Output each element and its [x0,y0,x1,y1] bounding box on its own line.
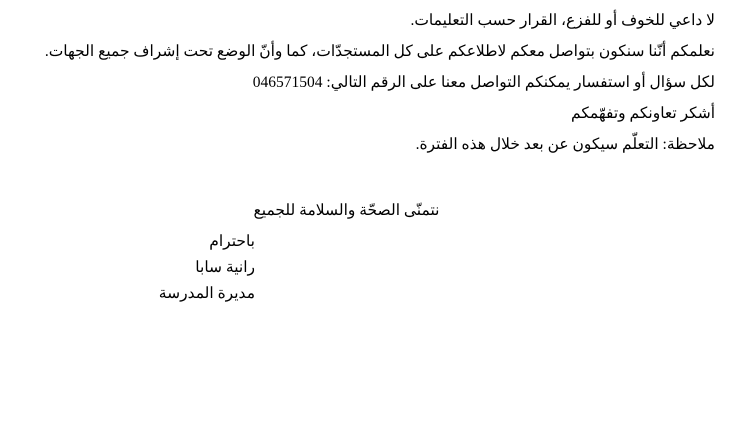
signature-title: مديرة المدرسة [158,284,255,302]
vertical-spacer [18,164,715,198]
signature-block [18,229,715,307]
document-body [18,8,715,307]
paragraph-5-note: ملاحظة: التعلّم سيكون عن بعد خلال هذه الفترة. [415,136,715,154]
paragraph-1: لا داعي للخوف أو للفزع، القرار حسب التعليمات. [410,12,715,29]
paragraph-3-contact: لكل سؤال أو استفسار يمكنكم التواصل معنا على الرقم التالي: 046571504 [252,74,715,92]
paragraph-4-thanks: أشكر تعاونكم وتفهّمكم [571,105,715,123]
closing-wish: نتمنّى الصحّة والسلامة للجميع [253,201,440,219]
signature-name: رانية سابا [195,258,255,276]
signature-salutation: باحترام [209,232,255,250]
paragraph-2: نعلمكم أنّنا سنكون بتواصل معكم لاطلاعكم على كل المستجدّات، كما وأنّ الوضع تحت إشراف جميع الجهات. [44,43,715,61]
